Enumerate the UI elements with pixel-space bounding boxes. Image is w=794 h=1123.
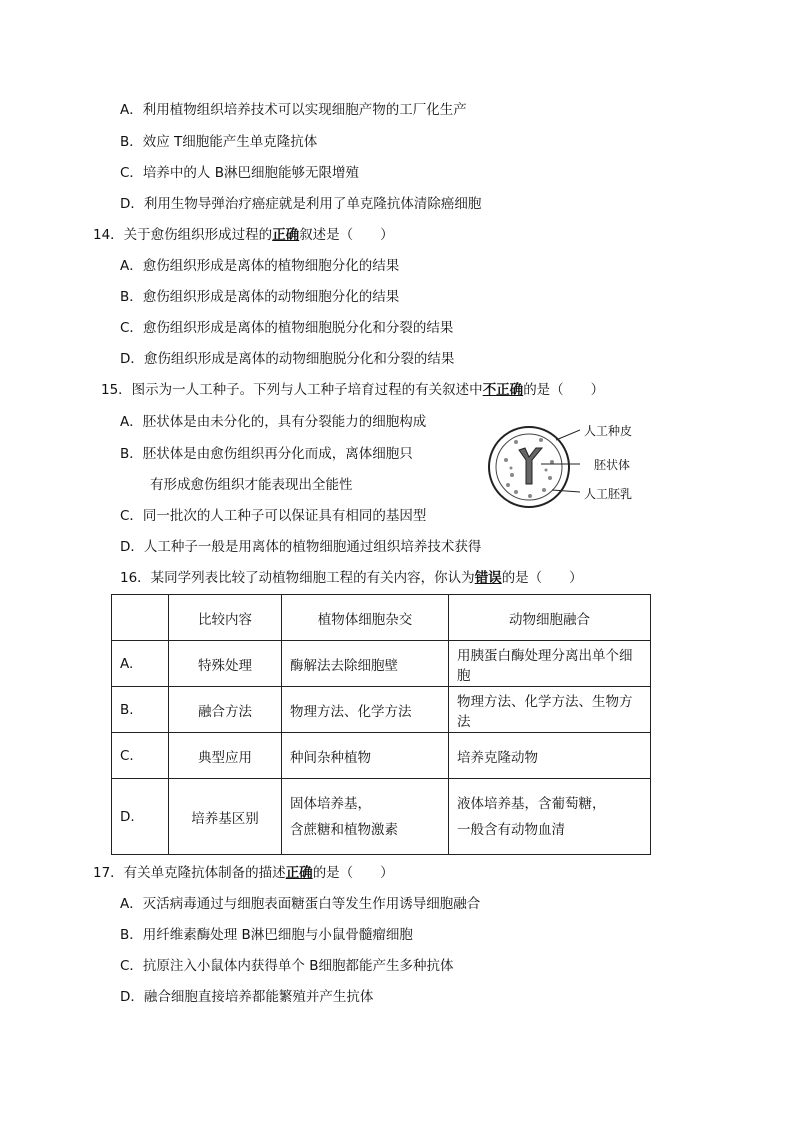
row-label: A. (112, 641, 169, 687)
row-animal-line: 液体培养基，含葡萄糖， (457, 795, 606, 812)
q14-stem-post: 叙述是（ ） (299, 227, 394, 243)
q13-option-a: A．利用植物组织培养技术可以实现细胞产物的工厂化生产 (120, 102, 467, 118)
label-embryoid: 胚状体 (594, 458, 631, 472)
row-plant: 酶解法去除细胞壁 (282, 641, 449, 687)
header-plant: 植物体细胞杂交 (282, 595, 449, 641)
q15-option-b-cont: 有形成愈伤组织才能表现出全能性 (150, 477, 353, 493)
row-label: D. (112, 779, 169, 855)
row-animal: 用胰蛋白酶处理分离出单个细胞 (449, 641, 651, 687)
table-header-row (112, 595, 651, 641)
q15-stem-pre: 15．图示为一人工种子。下列与人工种子培育过程的有关叙述中 (101, 382, 483, 398)
q16-stem-key: 错误 (474, 570, 502, 586)
q13-option-c: C．培养中的人 B淋巴细胞能够无限增殖 (120, 165, 359, 181)
q14-option-a: A．愈伤组织形成是离体的植物细胞分化的结果 (120, 258, 400, 274)
table-row (112, 687, 651, 733)
q14-stem (93, 225, 394, 245)
row-plant: 种间杂种植物 (282, 733, 449, 779)
row-item: 融合方法 (169, 687, 282, 733)
table-row (112, 733, 651, 779)
row-animal (449, 779, 651, 855)
q15-stem-post: 的是（ ） (523, 382, 605, 398)
row-plant (282, 779, 449, 855)
row-label: B. (112, 687, 169, 733)
header-blank (112, 595, 169, 641)
q14-option-b: B．愈伤组织形成是离体的动物细胞分化的结果 (120, 289, 400, 305)
row-item: 特殊处理 (169, 641, 282, 687)
q14-stem-key: 正确 (272, 227, 300, 243)
q15-option-c: C．同一批次的人工种子可以保证具有相同的基因型 (120, 508, 427, 524)
row-animal: 培养克隆动物 (449, 733, 651, 779)
label-artificial-coat: 人工种皮 (584, 424, 633, 438)
artificial-seed-diagram (486, 420, 580, 514)
row-plant-line: 含蔗糖和植物激素 (290, 821, 398, 838)
q16-stem (120, 568, 583, 588)
q17-option-a: A．灭活病毒通过与细胞表面糖蛋白等发生作用诱导细胞融合 (120, 896, 481, 912)
header-animal: 动物细胞融合 (449, 595, 651, 641)
q17-option-c: C．抗原注入小鼠体内获得单个 B细胞都能产生多种抗体 (120, 958, 454, 974)
row-animal-line: 一般含有动物血清 (457, 821, 565, 838)
q15-option-a: A．胚状体是由未分化的，具有分裂能力的细胞构成 (120, 414, 427, 430)
q17-stem-post: 的是（ ） (312, 865, 394, 881)
q14-option-c: C．愈伤组织形成是离体的植物细胞脱分化和分裂的结果 (120, 320, 454, 336)
q17-option-d: D．融合细胞直接培养都能繁殖并产生抗体 (120, 989, 374, 1005)
table-row (112, 779, 651, 855)
q14-stem-pre: 14．关于愈伤组织形成过程的 (93, 227, 273, 243)
q14-option-d: D．愈伤组织形成是离体的动物细胞脱分化和分裂的结果 (120, 351, 455, 367)
q15-option-d: D．人工种子一般是用离体的植物细胞通过组织培养技术获得 (120, 539, 482, 555)
q17-stem (93, 863, 394, 883)
row-plant: 物理方法、化学方法 (282, 687, 449, 733)
table-row (112, 641, 651, 687)
row-item: 典型应用 (169, 733, 282, 779)
row-plant-line: 固体培养基， (290, 795, 371, 812)
row-label: C. (112, 733, 169, 779)
label-artificial-endosperm: 人工胚乳 (584, 487, 633, 501)
row-item: 培养基区别 (169, 779, 282, 855)
q15-stem (101, 380, 604, 400)
q13-option-d: D．利用生物导弹治疗癌症就是利用了单克隆抗体清除癌细胞 (120, 196, 482, 212)
q16-stem-post: 的是（ ） (501, 570, 583, 586)
row-animal: 物理方法、化学方法、生物方法 (449, 687, 651, 733)
q15-option-b: B．胚状体是由愈伤组织再分化而成，离体细胞只 (120, 446, 413, 462)
q17-stem-pre: 17．有关单克隆抗体制备的描述 (93, 865, 286, 881)
comparison-table (111, 594, 651, 855)
leader-line-coat (556, 430, 580, 440)
q17-option-b: B．用纤维素酶处理 B淋巴细胞与小鼠骨髓瘤细胞 (120, 927, 413, 943)
header-item: 比较内容 (169, 595, 282, 641)
q17-stem-key: 正确 (285, 865, 313, 881)
q15-stem-key: 不正确 (482, 382, 524, 398)
q13-option-b: B．效应 T细胞能产生单克隆抗体 (120, 134, 318, 150)
q16-stem-pre: 16．某同学列表比较了动植物细胞工程的有关内容，你认为 (120, 570, 475, 586)
